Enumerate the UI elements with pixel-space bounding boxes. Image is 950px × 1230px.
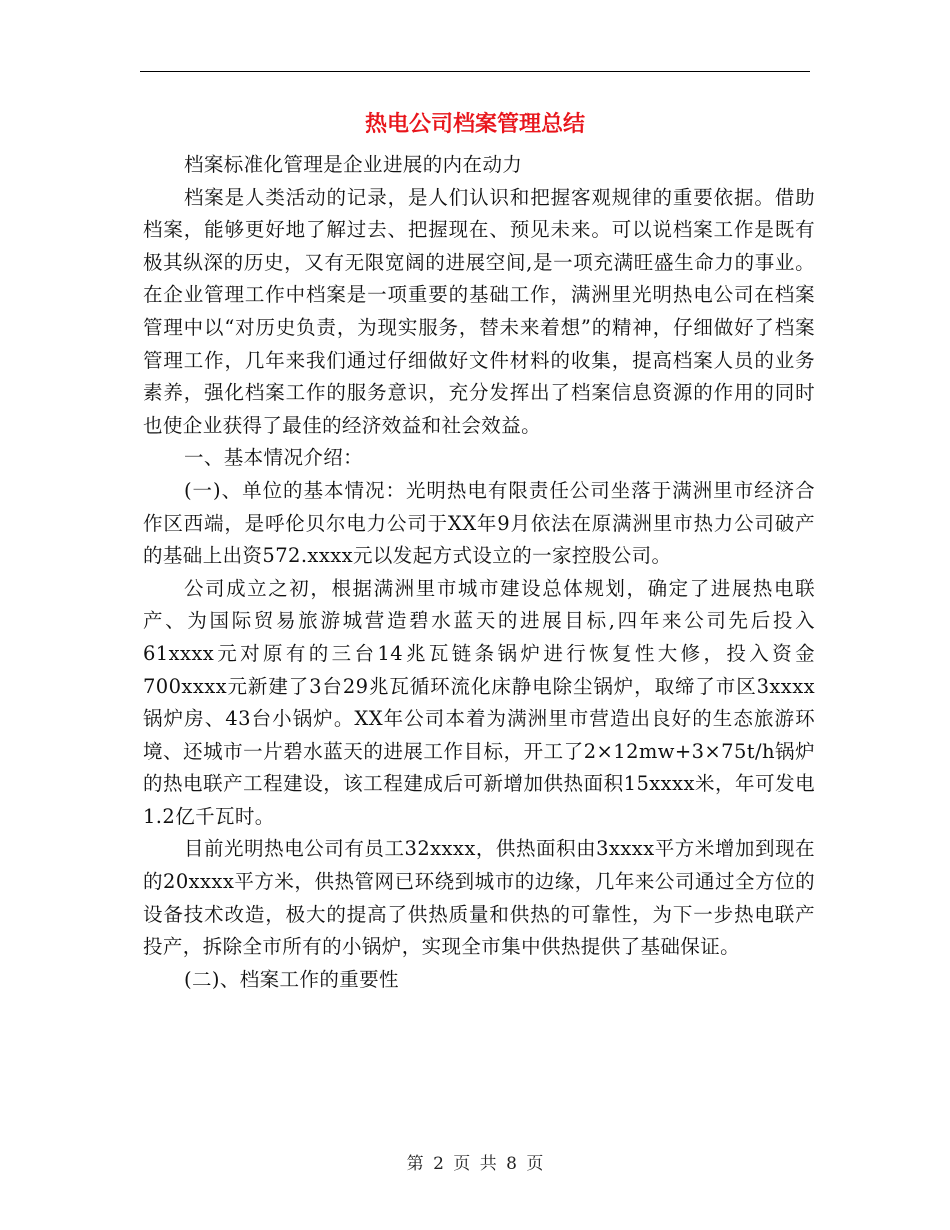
section-heading-basic-info: 一、基本情况介绍： xyxy=(183,446,364,470)
page-number-footer: 第 2 页 共 8 页 xyxy=(406,1154,544,1174)
paragraph-company-development: 公司成立之初，根据满洲里市城市建设总体规划，确定了进展热电联产、为国际贸易旅游城营造碧水蓝天的进展目标,四年来公司先后投入61xxxx元对原有的三台14兆瓦链条锅炉进行恢复性大修，投入资金700xxxx元新建了3台29兆瓦循环流化床静电除尘锅炉，取缔了市区3xxxx锅炉房、43台小锅炉。XX年公司本着为满洲里市营造出良好的生态旅游环境、还城市一片碧水蓝天的进展工作目标，开工了2×12mw+3×75t/h锅炉的热电联产工程建设，该工程建成后可新增加供热面积15xxxx米，年可发电1.2亿千瓦时。 xyxy=(143,576,815,828)
document-body xyxy=(143,149,815,996)
section-heading-importance: (二)、档案工作的重要性 xyxy=(183,967,399,991)
paragraph-current-status: 目前光明热电公司有员工32xxxx，供热面积由3xxxx平方米增加到现在的20xxxx平方米，供热管网已环绕到城市的边缘，几年来公司通过全方位的设备技术改造，极大的提高了供热质量和供热的可靠性，为下一步热电联产投产，拆除全市所有的小锅炉，实现全市集中供热提供了基础保证。 xyxy=(143,837,815,959)
header-rule xyxy=(140,71,810,72)
paragraph-subtitle: 档案标准化管理是企业进展的内在动力 xyxy=(183,153,523,176)
document-title: 热电公司档案管理总结 xyxy=(364,112,585,137)
paragraph-unit-info: (一)、单位的基本情况：光明热电有限责任公司坐落于满洲里市经济合作区西端，是呼伦贝尔电力公司于XX年9月依法在原满洲里市热力公司破产的基础上出资572.xxxx元以发起方式设立的一家控股公司。 xyxy=(143,478,815,568)
paragraph-intro: 档案是人类活动的记录，是人们认识和把握客观规律的重要依据。借助档案，能够更好地了解过去、把握现在、预见未来。可以说档案工作是既有极其纵深的历史，又有无限宽阔的进展空间,是一项充满旺盛生命力的事业。在企业管理工作中档案是一项重要的基础工作，满洲里光明热电公司在档案管理中以“对历史负责，为现实服务，替未来着想”的精神，仔细做好了档案管理工作，几年来我们通过仔细做好文件材料的收集，提高档案人员的业务素养，强化档案工作的服务意识，充分发挥出了档案信息资源的作用的同时也使企业获得了最佳的经济效益和社会效益。 xyxy=(143,185,815,437)
